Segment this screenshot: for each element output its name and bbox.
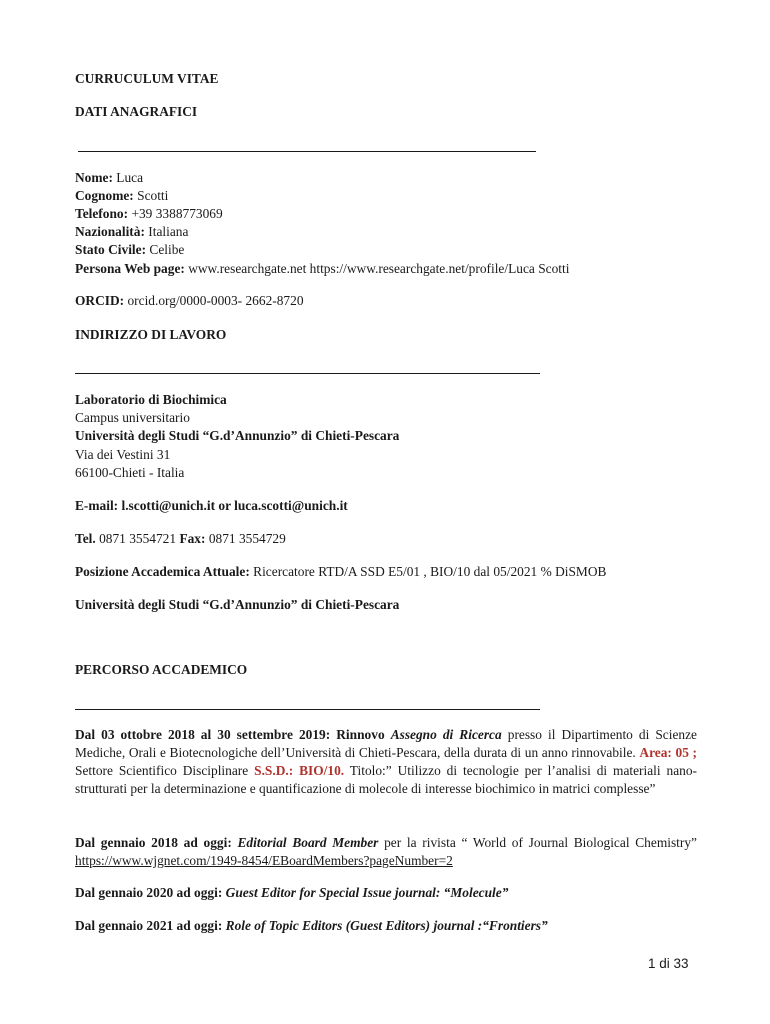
section-heading-personal: DATI ANAGRAFICI bbox=[75, 104, 198, 119]
entry-date: Dal gennaio 2018 ad oggi: bbox=[75, 835, 232, 850]
entry-role: Role of Topic Editors (Guest Editors) journal :“Frontiers” bbox=[225, 918, 548, 933]
field-value: Celibe bbox=[149, 242, 185, 257]
field-label: Cognome: bbox=[75, 188, 134, 203]
divider bbox=[75, 709, 540, 710]
web-link[interactable]: www.researchgate.net https://www.researchgate.net/profile/Luca Scotti bbox=[188, 261, 570, 276]
work-lab: Laboratorio di Biochimica bbox=[75, 392, 227, 407]
entry-area: Area: 05 ; bbox=[639, 745, 697, 760]
section-heading-work: INDIRIZZO DI LAVORO bbox=[75, 327, 227, 342]
entry-text: per la rivista “ World of Journal Biological Chemistry” bbox=[384, 835, 697, 850]
work-position bbox=[75, 563, 606, 581]
field-label: Fax: bbox=[179, 531, 206, 546]
entry-date: Dal gennaio 2020 ad oggi: bbox=[75, 885, 223, 900]
field-value: Scotti bbox=[137, 188, 169, 203]
work-university-2: Università degli Studi “G.d’Annunzio” di Chieti-Pescara bbox=[75, 597, 400, 612]
field-label: Stato Civile: bbox=[75, 242, 147, 257]
orcid-link[interactable]: orcid.org/0000-0003- 2662-8720 bbox=[127, 293, 304, 308]
entry-ssd: S.S.D.: BIO/10. bbox=[254, 763, 345, 778]
field-nome bbox=[75, 169, 143, 187]
field-value: 0871 3554729 bbox=[208, 531, 286, 546]
field-nazionalita bbox=[75, 223, 188, 241]
divider bbox=[75, 373, 540, 374]
field-label: ORCID: bbox=[75, 293, 125, 308]
work-university: Università degli Studi “G.d’Annunzio” di Chieti-Pescara bbox=[75, 428, 400, 443]
work-email[interactable]: E-mail: l.scotti@unich.it or luca.scotti@unich.it bbox=[75, 498, 348, 513]
work-campus: Campus universitario bbox=[75, 410, 190, 425]
work-phone-fax bbox=[75, 530, 286, 548]
field-value: Italiana bbox=[148, 224, 189, 239]
entry-role: Assegno di Ricerca bbox=[390, 727, 502, 742]
academic-entry bbox=[75, 884, 508, 902]
field-label: Persona Web page: bbox=[75, 261, 185, 276]
entry-date: Dal 03 ottobre 2018 al 30 settembre 2019: bbox=[75, 727, 331, 742]
entry-role: Guest Editor for Special Issue journal: “Molecule” bbox=[225, 885, 509, 900]
field-value: Ricercatore RTD/A SSD E5/01 , BIO/10 dal 05/2021 % DiSMOB bbox=[253, 564, 607, 579]
field-stato-civile bbox=[75, 241, 184, 259]
field-telefono bbox=[75, 205, 223, 223]
field-value: Luca bbox=[116, 170, 144, 185]
field-cognome bbox=[75, 187, 168, 205]
entry-role: Editorial Board Member bbox=[237, 835, 379, 850]
field-label: Tel. bbox=[75, 531, 96, 546]
entry-text: Settore Scientifico Disciplinare bbox=[75, 763, 249, 778]
entry-rinnovo: Rinnovo bbox=[336, 727, 385, 742]
document-title: CURRUCULUM VITAE bbox=[75, 71, 219, 86]
field-web-page bbox=[75, 260, 569, 278]
field-orcid bbox=[75, 292, 304, 310]
field-label: Telefono: bbox=[75, 206, 129, 221]
field-value: 0871 3554721 bbox=[99, 531, 177, 546]
academic-entry bbox=[75, 917, 548, 935]
entry-date: Dal gennaio 2021 ad oggi: bbox=[75, 918, 223, 933]
work-street: Via dei Vestini 31 bbox=[75, 447, 171, 462]
divider bbox=[78, 151, 536, 152]
field-label: Posizione Accademica Attuale: bbox=[75, 564, 250, 579]
entry-text: Titolo:” Utilizzo di tecnologie per l’analisi di materiali nano-strutturati per la determinazione e quantificazione di molecole di interesse biochimico in matrici complesse” bbox=[75, 763, 698, 796]
field-label: Nome: bbox=[75, 170, 113, 185]
work-city: 66100-Chieti - Italia bbox=[75, 465, 185, 480]
academic-entry bbox=[75, 834, 697, 870]
journal-link[interactable]: https://www.wjgnet.com/1949-8454/EBoardMembers?pageNumber=2 bbox=[75, 853, 453, 868]
entry-text: presso il Dipartimento di Scienze Mediche, Orali e Biotecnologiche dell’Università di Chieti-Pescara, della durata di un anno rinnovabile. bbox=[75, 727, 697, 760]
section-heading-academic: PERCORSO ACCADEMICO bbox=[75, 662, 248, 677]
academic-entry bbox=[75, 726, 697, 798]
field-value: +39 3388773069 bbox=[131, 206, 223, 221]
field-label: Nazionalità: bbox=[75, 224, 145, 239]
page-number: 1 di 33 bbox=[648, 956, 689, 971]
